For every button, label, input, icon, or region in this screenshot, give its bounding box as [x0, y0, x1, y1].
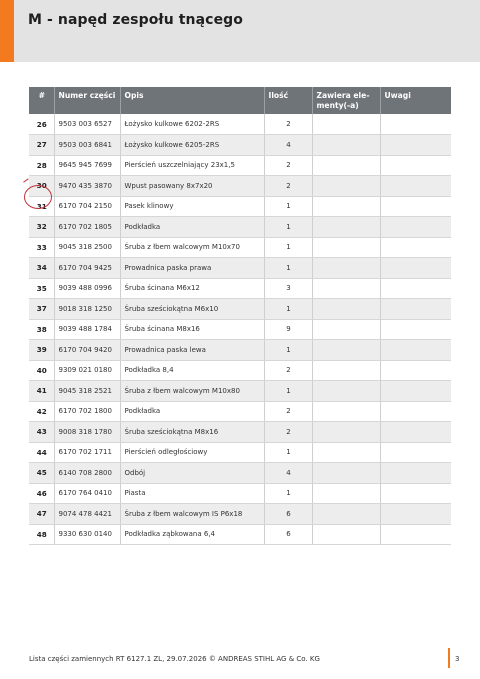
row-part-number: 9330 630 0140	[54, 524, 120, 545]
row-notes	[380, 524, 451, 545]
row-notes	[380, 504, 451, 525]
row-description: Pierścień odległościowy	[120, 442, 264, 463]
row-quantity: 1	[264, 217, 312, 238]
col-header-notes: Uwagi	[380, 87, 451, 114]
row-notes	[380, 401, 451, 422]
row-notes	[380, 196, 451, 217]
row-part-number: 9008 318 1780	[54, 422, 120, 443]
row-description: Podkładka	[120, 401, 264, 422]
table-row	[29, 176, 451, 197]
row-description: Śruba ścinana M8x16	[120, 319, 264, 340]
row-description: Śruba sześciokątna M8x16	[120, 422, 264, 443]
highlight-tick-annotation	[23, 178, 29, 183]
row-contains	[312, 196, 380, 217]
row-description: Śruba ścinana M6x12	[120, 278, 264, 299]
row-index: 40	[29, 360, 54, 381]
col-header-description: Opis	[120, 87, 264, 114]
row-description: Pasek klinowy	[120, 196, 264, 217]
row-part-number: 9074 478 4421	[54, 504, 120, 525]
table-row	[29, 196, 451, 217]
col-header-part-number: Numer części	[54, 87, 120, 114]
row-notes	[380, 155, 451, 176]
row-index: 30	[29, 176, 54, 197]
table-row	[29, 258, 451, 279]
row-description: Odbój	[120, 463, 264, 484]
table-row	[29, 442, 451, 463]
row-quantity: 6	[264, 504, 312, 525]
row-description: Śruba sześciokątna M6x10	[120, 299, 264, 320]
table-row	[29, 319, 451, 340]
row-notes	[380, 176, 451, 197]
page-title: M - napęd zespołu tnącego	[28, 12, 244, 28]
row-quantity: 3	[264, 278, 312, 299]
row-quantity: 1	[264, 483, 312, 504]
row-contains	[312, 381, 380, 402]
col-header-quantity: Ilość	[264, 87, 312, 114]
row-index: 34	[29, 258, 54, 279]
row-contains	[312, 340, 380, 361]
row-description: Podkładka	[120, 217, 264, 238]
row-part-number: 9309 021 0180	[54, 360, 120, 381]
row-notes	[380, 360, 451, 381]
row-quantity: 6	[264, 524, 312, 545]
row-notes	[380, 442, 451, 463]
row-part-number: 6170 704 9420	[54, 340, 120, 361]
row-notes	[380, 278, 451, 299]
table-row	[29, 237, 451, 258]
row-index: 26	[29, 114, 54, 135]
table-row	[29, 114, 451, 135]
table-row	[29, 278, 451, 299]
row-index: 44	[29, 442, 54, 463]
page-number: 3	[455, 655, 460, 663]
row-index: 28	[29, 155, 54, 176]
row-description: Łożysko kulkowe 6205-2RS	[120, 135, 264, 156]
col-header-index: #	[29, 87, 54, 114]
row-contains	[312, 217, 380, 238]
row-notes	[380, 340, 451, 361]
row-contains	[312, 319, 380, 340]
row-part-number: 6170 764 0410	[54, 483, 120, 504]
row-description: Prowadnica paska prawa	[120, 258, 264, 279]
table-row	[29, 360, 451, 381]
row-description: Prowadnica paska lewa	[120, 340, 264, 361]
row-notes	[380, 237, 451, 258]
row-quantity: 1	[264, 258, 312, 279]
table-header-row	[29, 87, 451, 114]
row-part-number: 9039 488 1784	[54, 319, 120, 340]
row-index: 31	[29, 196, 54, 217]
row-index: 48	[29, 524, 54, 545]
table-row	[29, 340, 451, 361]
row-notes	[380, 381, 451, 402]
row-contains	[312, 155, 380, 176]
row-part-number: 6170 702 1800	[54, 401, 120, 422]
row-contains	[312, 114, 380, 135]
row-quantity: 1	[264, 442, 312, 463]
row-index: 43	[29, 422, 54, 443]
row-contains	[312, 483, 380, 504]
table-row	[29, 155, 451, 176]
footer-accent-bar	[448, 648, 450, 668]
row-contains	[312, 278, 380, 299]
row-description: Łożysko kulkowe 6202-2RS	[120, 114, 264, 135]
row-description: Podkładka ząbkowana 6,4	[120, 524, 264, 545]
row-index: 46	[29, 483, 54, 504]
row-quantity: 9	[264, 319, 312, 340]
row-index: 41	[29, 381, 54, 402]
table-row	[29, 483, 451, 504]
row-part-number: 9503 003 6527	[54, 114, 120, 135]
row-quantity: 2	[264, 114, 312, 135]
row-contains	[312, 442, 380, 463]
row-quantity: 2	[264, 422, 312, 443]
table-row	[29, 504, 451, 525]
row-index: 37	[29, 299, 54, 320]
row-description: Śruba z łbem walcowym M10x70	[120, 237, 264, 258]
table-row	[29, 463, 451, 484]
row-index: 42	[29, 401, 54, 422]
row-part-number: 9018 318 1250	[54, 299, 120, 320]
row-part-number: 6170 702 1711	[54, 442, 120, 463]
row-contains	[312, 237, 380, 258]
row-contains	[312, 299, 380, 320]
row-index: 32	[29, 217, 54, 238]
row-index: 38	[29, 319, 54, 340]
row-notes	[380, 299, 451, 320]
row-contains	[312, 135, 380, 156]
row-index: 47	[29, 504, 54, 525]
row-contains	[312, 258, 380, 279]
page-header	[0, 0, 480, 62]
row-quantity: 4	[264, 463, 312, 484]
row-contains	[312, 176, 380, 197]
table-row	[29, 381, 451, 402]
parts-table	[29, 87, 451, 545]
row-part-number: 9645 945 7699	[54, 155, 120, 176]
table-row	[29, 422, 451, 443]
row-notes	[380, 463, 451, 484]
row-notes	[380, 114, 451, 135]
row-quantity: 2	[264, 360, 312, 381]
row-quantity: 4	[264, 135, 312, 156]
row-contains	[312, 401, 380, 422]
row-part-number: 6170 704 2150	[54, 196, 120, 217]
row-contains	[312, 463, 380, 484]
table-row	[29, 217, 451, 238]
row-quantity: 1	[264, 381, 312, 402]
row-quantity: 1	[264, 340, 312, 361]
row-index: 45	[29, 463, 54, 484]
row-index: 39	[29, 340, 54, 361]
row-description: Podkładka 8,4	[120, 360, 264, 381]
row-part-number: 6170 702 1805	[54, 217, 120, 238]
row-quantity: 2	[264, 155, 312, 176]
row-quantity: 1	[264, 299, 312, 320]
row-contains	[312, 524, 380, 545]
header-accent-bar	[0, 0, 14, 62]
row-index: 27	[29, 135, 54, 156]
row-part-number: 9039 488 0996	[54, 278, 120, 299]
row-notes	[380, 217, 451, 238]
row-quantity: 2	[264, 176, 312, 197]
row-quantity: 1	[264, 237, 312, 258]
col-header-contains: Zawiera ele- menty(-a)	[312, 87, 380, 114]
table-row	[29, 299, 451, 320]
row-quantity: 2	[264, 401, 312, 422]
table-row	[29, 401, 451, 422]
footer-text: Lista części zamiennych RT 6127.1 ZL, 29.07.2026 © ANDREAS STIHL AG & Co. KG	[29, 655, 320, 663]
table-row	[29, 135, 451, 156]
row-part-number: 6170 704 9425	[54, 258, 120, 279]
row-description: Pierścień uszczelniający 23x1,5	[120, 155, 264, 176]
table-row	[29, 524, 451, 545]
row-description: Śruba z łbem walcowym M10x80	[120, 381, 264, 402]
row-description: Piasta	[120, 483, 264, 504]
row-notes	[380, 258, 451, 279]
row-description: Wpust pasowany 8x7x20	[120, 176, 264, 197]
row-notes	[380, 319, 451, 340]
row-part-number: 9045 318 2521	[54, 381, 120, 402]
row-part-number: 9503 003 6841	[54, 135, 120, 156]
row-part-number: 6140 708 2800	[54, 463, 120, 484]
row-contains	[312, 360, 380, 381]
row-description: Śruba z łbem walcowym IS P6x18	[120, 504, 264, 525]
row-notes	[380, 135, 451, 156]
row-index: 33	[29, 237, 54, 258]
row-contains	[312, 422, 380, 443]
row-part-number: 9470 435 3870	[54, 176, 120, 197]
row-quantity: 1	[264, 196, 312, 217]
row-contains	[312, 504, 380, 525]
row-part-number: 9045 318 2500	[54, 237, 120, 258]
row-notes	[380, 422, 451, 443]
row-notes	[380, 483, 451, 504]
row-index: 35	[29, 278, 54, 299]
